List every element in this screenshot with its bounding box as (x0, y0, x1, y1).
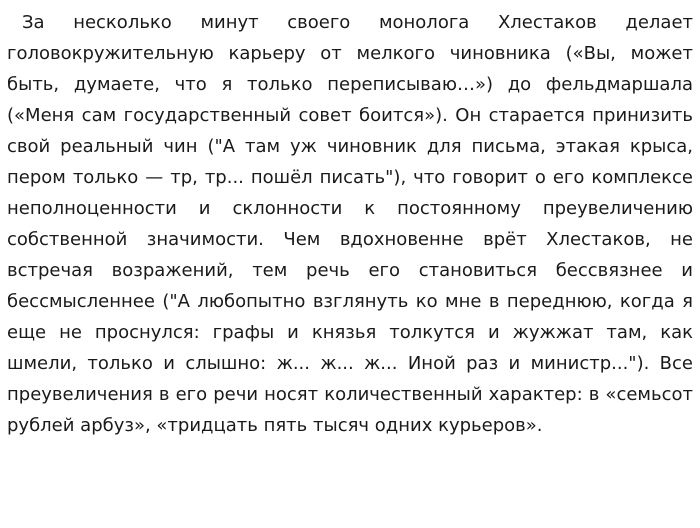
body-paragraph: За несколько минут своего монолога Хлестаков делает головокружительную карьеру от мелкого чиновника («Вы, может быть, думаете, что я только переписываю…») до фельдмаршала («Меня сам государственный совет боится»). Он старается принизить свой реальный чин ("А там уж чиновник для письма, этакая крыса, пером только — тр, тр... пошёл писать"), что говорит о его комплексе неполноценности и склонности к постоянному преувеличению собственной значимости. Чем вдохновенне врёт Хлестаков, не встречая возражений, тем речь его становиться бессвязнее и бессмысленнее ("А любопытно взглянуть ко мне в переднюю, когда я еще не проснулся: графы и князья толкутся и жужжат там, как шмели, только и слышно: ж... ж... ж... Иной раз и министр..."). Все преувеличения в его речи носят количественный характер: в «семьсот рублей арбуз», «тридцать пять тысяч одних курьеров». (7, 12, 693, 436)
document-page (7, 7, 693, 441)
